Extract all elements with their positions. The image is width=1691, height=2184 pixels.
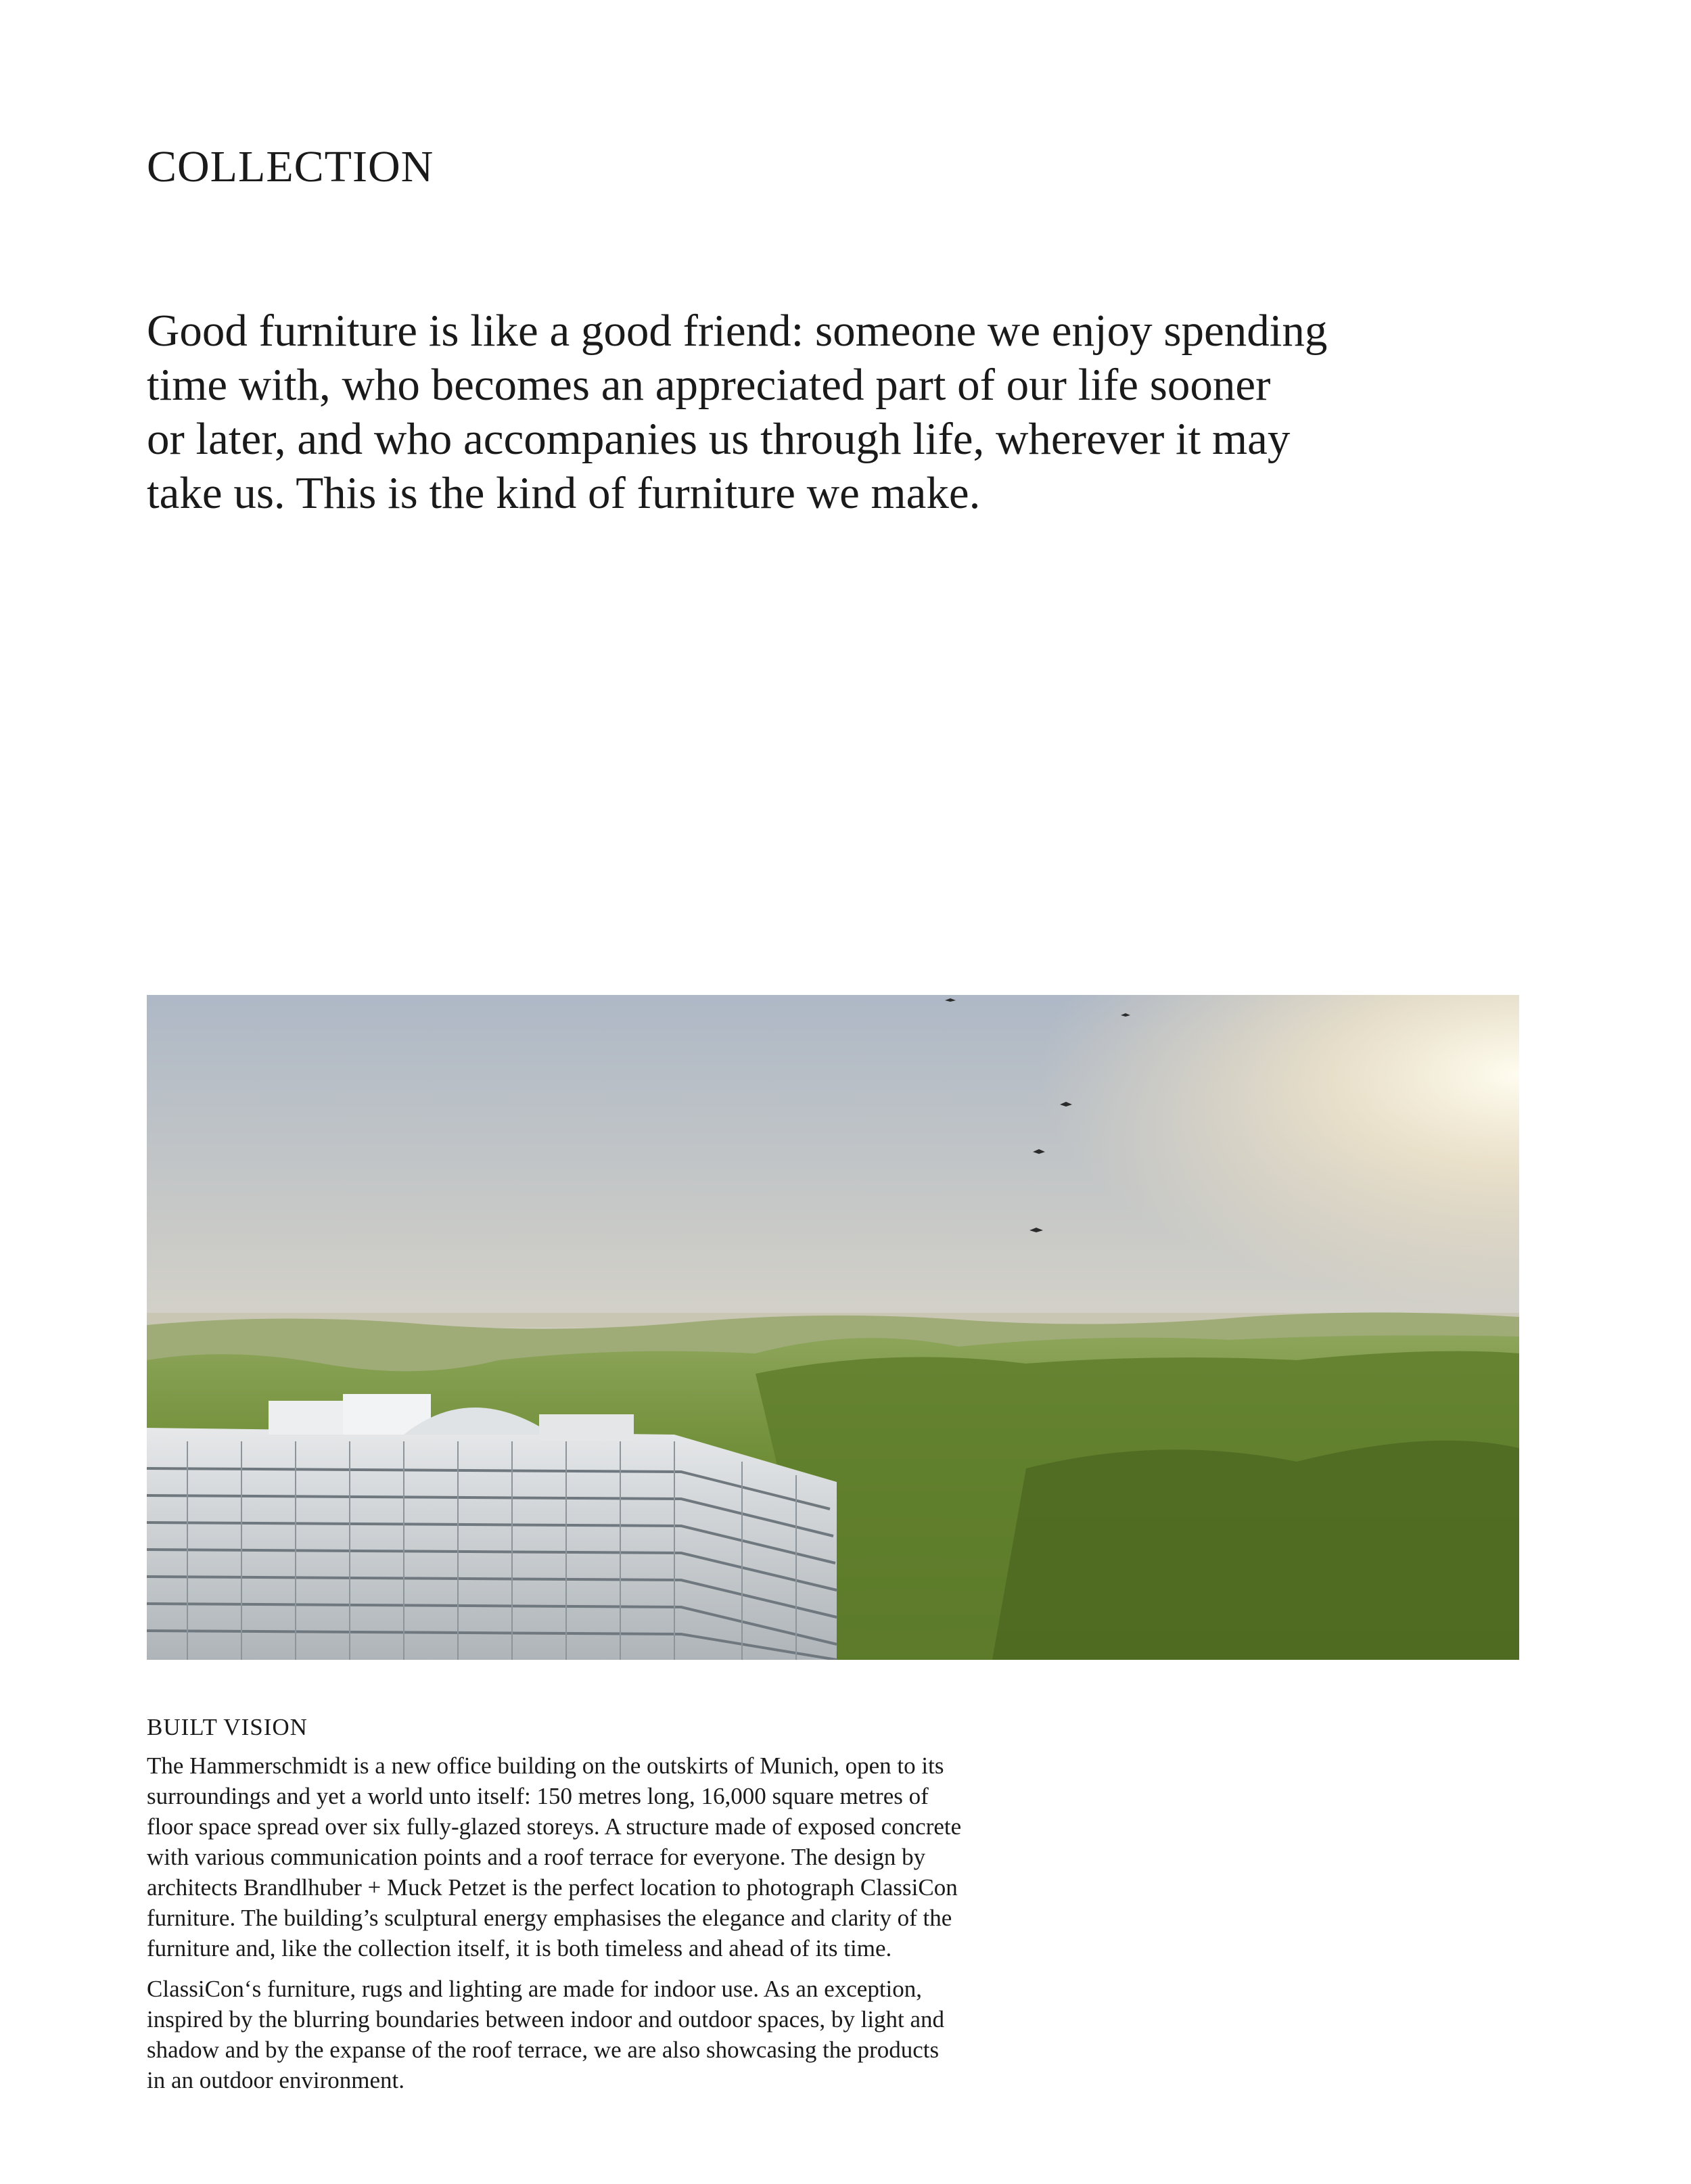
intro-line: take us. This is the kind of furniture we make. (147, 468, 981, 518)
paragraph-line: floor space spread over six fully-glazed storeys. A structure made of exposed concrete (147, 1813, 962, 1840)
paragraph-line: architects Brandlhuber + Muck Petzet is the perfect location to photograph ClassiCon (147, 1874, 958, 1901)
caption-paragraph-1 (147, 1750, 1107, 1964)
section-title: COLLECTION (147, 142, 434, 191)
caption-heading: BUILT VISION (147, 1714, 308, 1740)
paragraph-line: in an outdoor environment. (147, 2067, 405, 2093)
intro-line: time with, who becomes an appreciated part of our life sooner (147, 360, 1271, 410)
paragraph-line: surroundings and yet a world unto itself: 150 metres long, 16,000 square metres of (147, 1783, 929, 1809)
intro-line: Good furniture is like a good friend: someone we enjoy spending (147, 306, 1328, 356)
paragraph-line: The Hammerschmidt is a new office building on the outskirts of Munich, open to its (147, 1752, 944, 1779)
building-landscape-photo (147, 995, 1519, 1660)
paragraph-line: shadow and by the expanse of the roof terrace, we are also showcasing the products (147, 2037, 940, 2063)
intro-quote (147, 304, 1500, 520)
paragraph-line: inspired by the blurring boundaries between indoor and outdoor spaces, by light and (147, 2006, 945, 2032)
building-photo (147, 995, 1519, 1660)
caption-paragraph-2 (147, 1974, 1107, 2095)
paragraph-line: with various communication points and a roof terrace for everyone. The design by (147, 1844, 926, 1870)
intro-line: or later, and who accompanies us through life, wherever it may (147, 414, 1291, 464)
paragraph-line: furniture. The building’s sculptural energy emphasises the elegance and clarity of the (147, 1905, 952, 1931)
paragraph-line: furniture and, like the collection itself, it is both timeless and ahead of its time. (147, 1935, 892, 1961)
paragraph-line: ClassiCon‘s furniture, rugs and lighting are made for indoor use. As an exception, (147, 1976, 923, 2002)
